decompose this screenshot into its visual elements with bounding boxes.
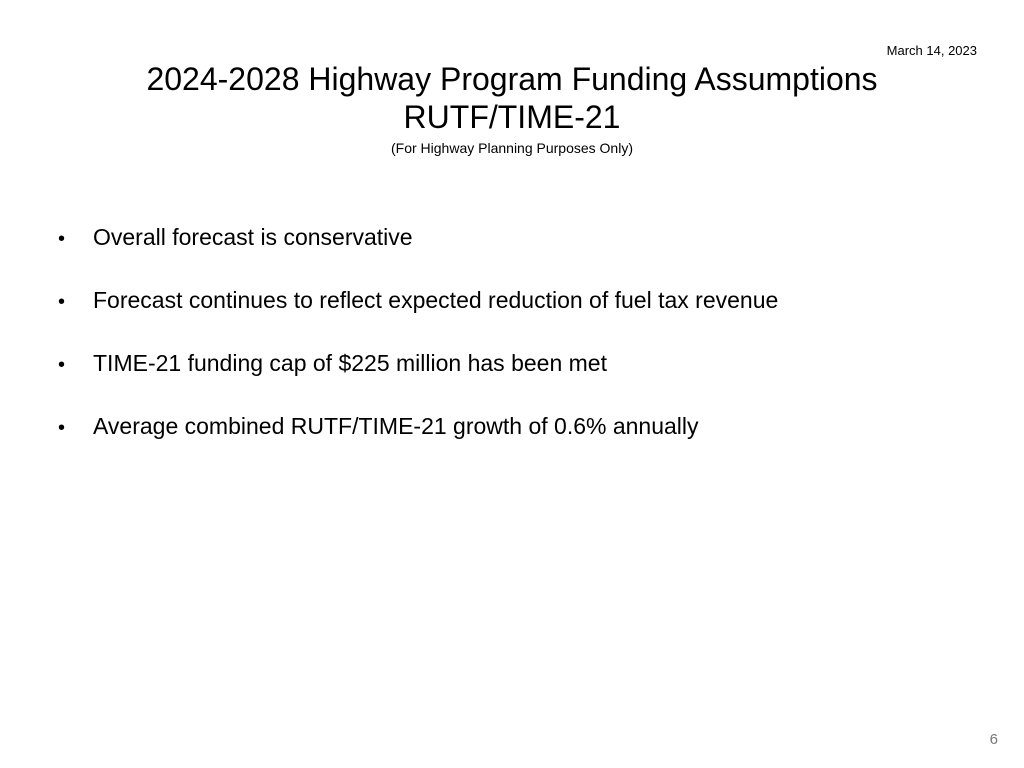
bullet-text: Overall forecast is conservative — [93, 224, 413, 250]
bullet-text: TIME-21 funding cap of $225 million has been met — [93, 350, 607, 376]
bullet-text: Average combined RUTF/TIME-21 growth of 0.6% annually — [93, 413, 699, 439]
slide-title-secondary: RUTF/TIME-21 — [403, 99, 621, 135]
slide-title: 2024-2028 Highway Program Funding Assumptions — [146, 61, 878, 97]
bullet-icon: • — [58, 291, 66, 313]
slide-subtitle: (For Highway Planning Purposes Only) — [391, 140, 633, 156]
bullet-item — [58, 285, 978, 317]
bullet-icon: • — [58, 228, 66, 250]
bullet-item — [58, 411, 978, 443]
slide-date: March 14, 2023 — [886, 43, 977, 58]
bullet-list — [58, 222, 978, 474]
bullet-item — [58, 222, 978, 254]
bullet-text: Forecast continues to reflect expected reduction of fuel tax revenue — [93, 287, 779, 313]
bullet-icon: • — [58, 354, 66, 376]
bullet-icon: • — [58, 417, 66, 439]
page-number: 6 — [989, 731, 998, 748]
bullet-item — [58, 348, 978, 380]
title-block — [0, 60, 1024, 157]
